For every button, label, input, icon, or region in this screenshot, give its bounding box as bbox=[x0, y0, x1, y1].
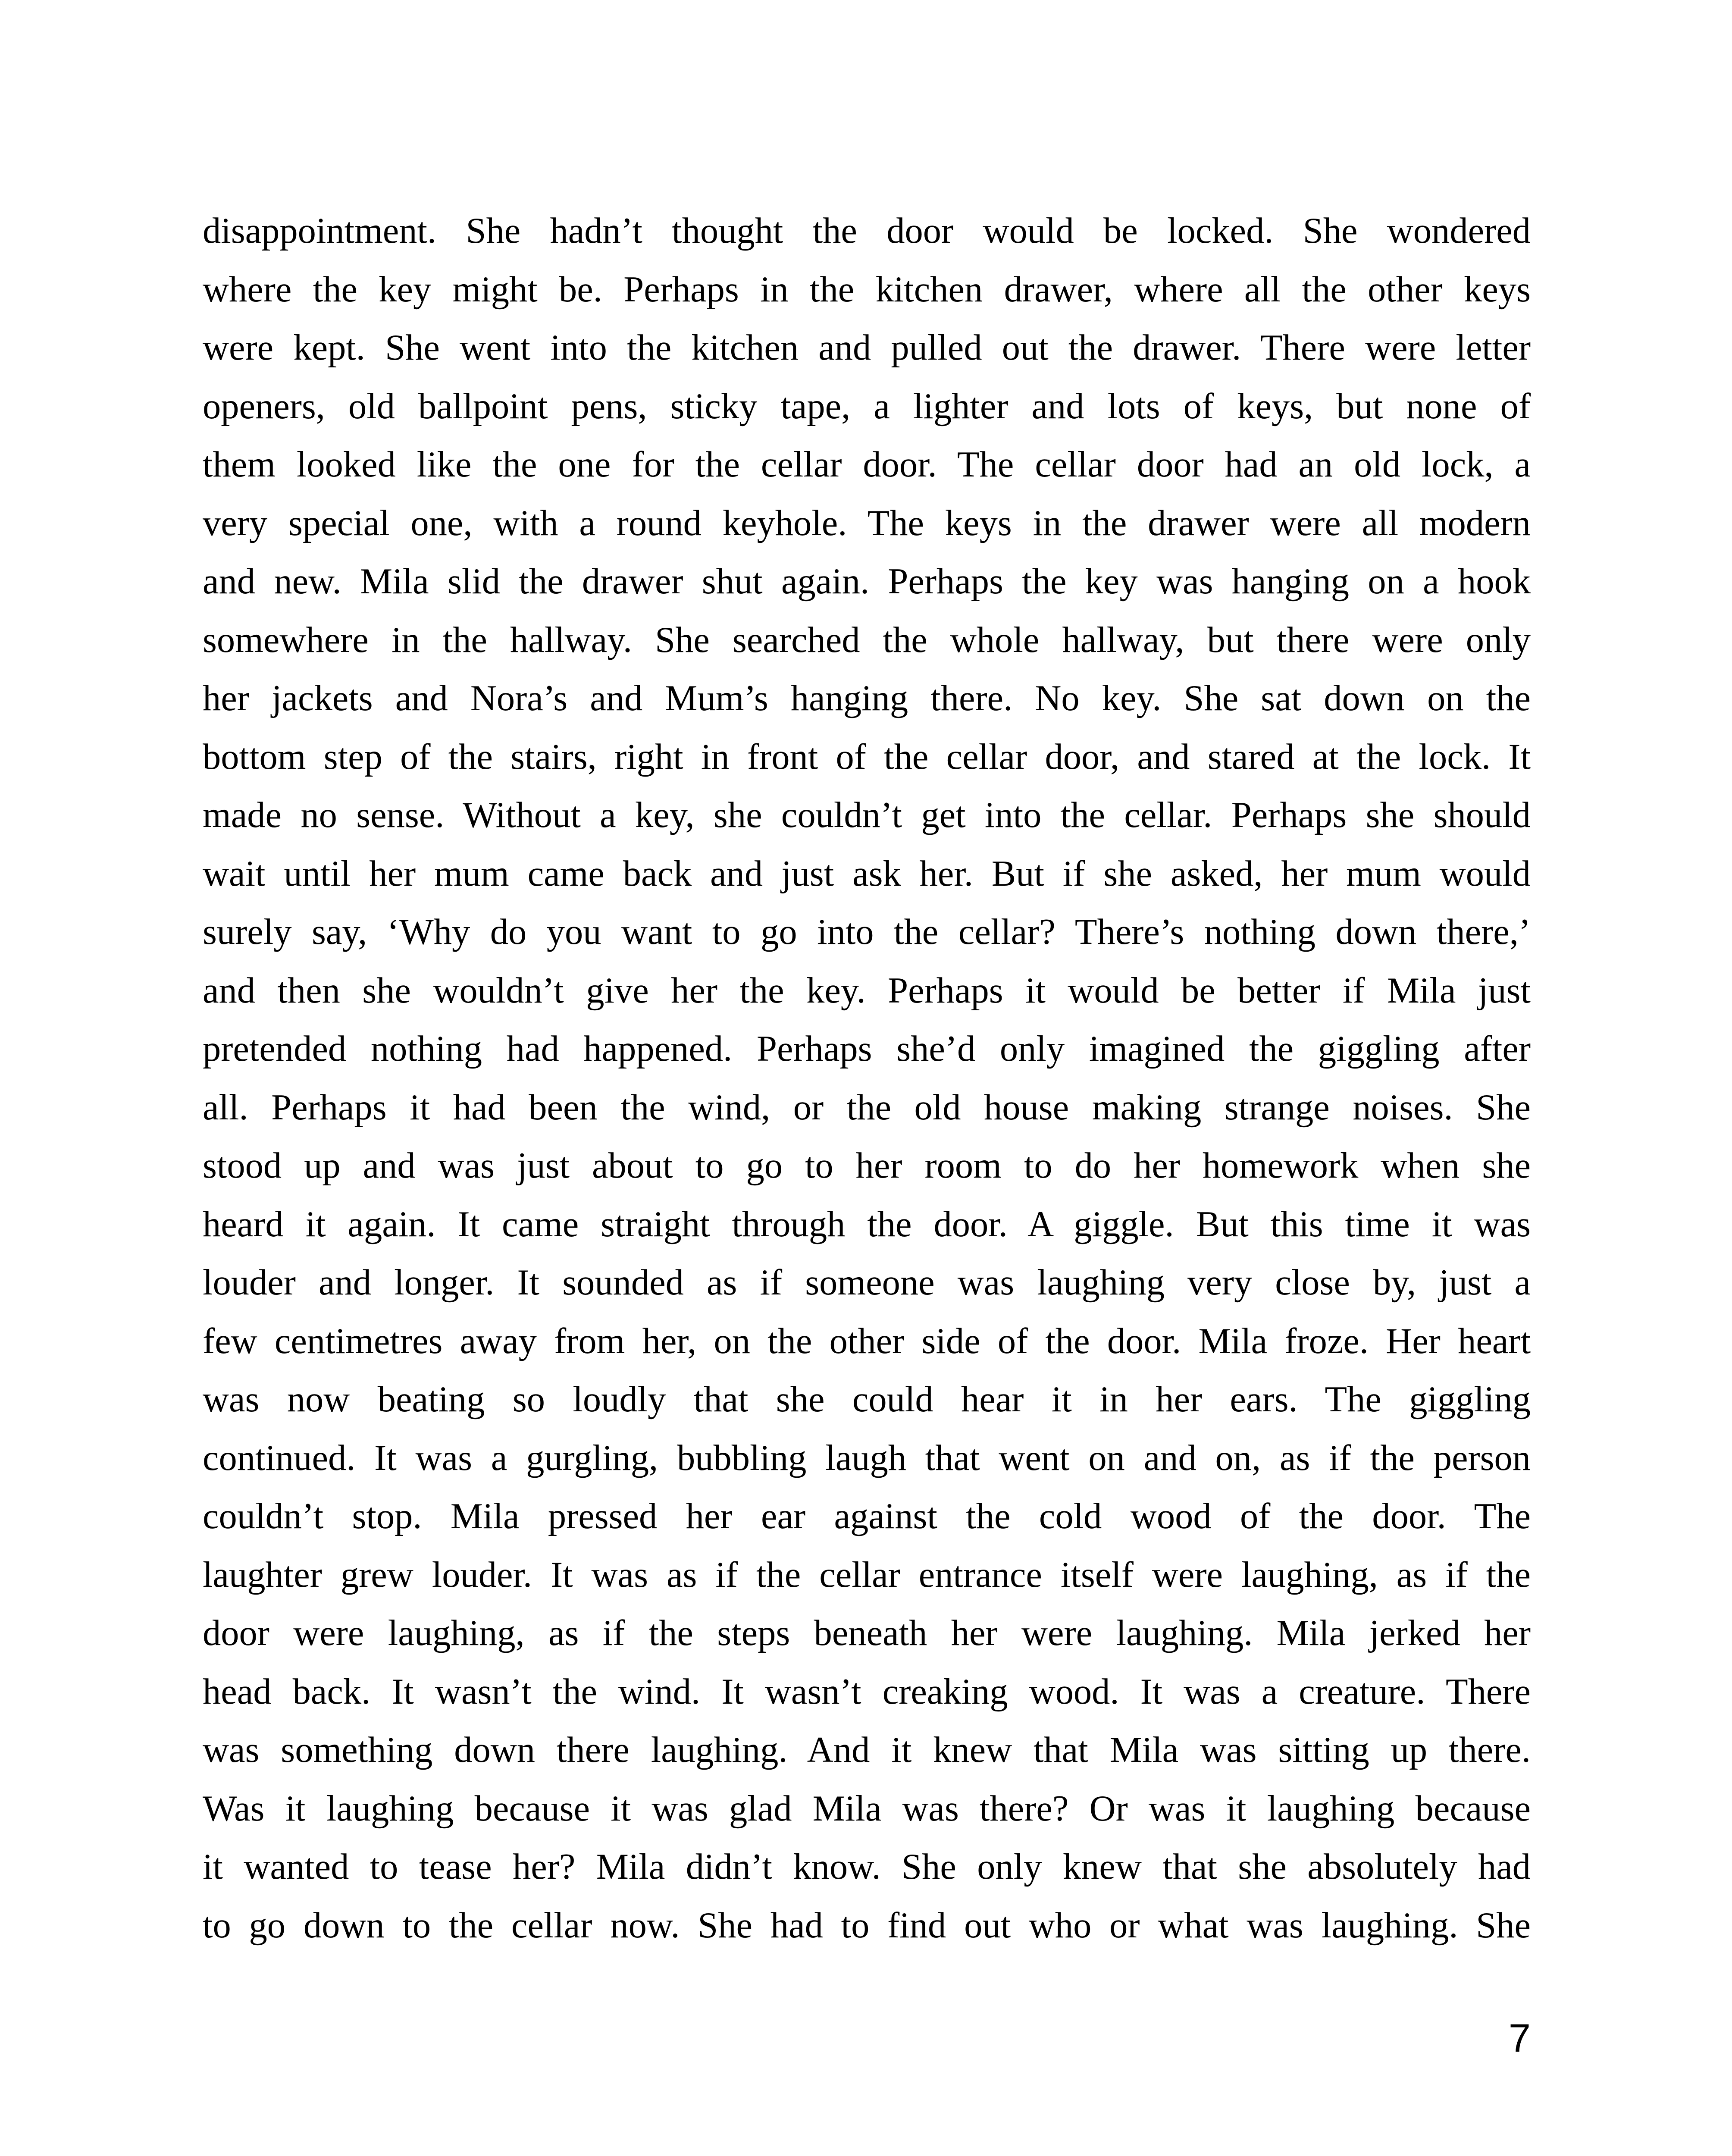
text-line: was now beating so loudly that she could hear it in her ears. The giggling bbox=[203, 1379, 1531, 1420]
page-number: 7 bbox=[1508, 2016, 1531, 2060]
text-line: openers, old ballpoint pens, sticky tape, a lighter and lots of keys, but none of bbox=[203, 386, 1531, 426]
text-line: and new. Mila slid the drawer shut again. Perhaps the key was hanging on a hook bbox=[203, 561, 1531, 602]
text-line: and then she wouldn’t give her the key. Perhaps it would be better if Mila just bbox=[203, 970, 1531, 1011]
text-line: stood up and was just about to go to her room to do her homework when she bbox=[203, 1146, 1531, 1186]
text-line: heard it again. It came straight through the door. A giggle. But this time it was bbox=[203, 1204, 1531, 1244]
text-line: louder and longer. It sounded as if someone was laughing very close by, just a bbox=[203, 1263, 1531, 1303]
text-line: bottom step of the stairs, right in front of the cellar door, and stared at the lock. It bbox=[203, 736, 1531, 777]
text-line: surely say, ‘Why do you want to go into the cellar? There’s nothing down there,’ bbox=[203, 912, 1531, 952]
text-line: disappointment. She hadn’t thought the door would be locked. She wondered bbox=[203, 211, 1531, 251]
text-line: pretended nothing had happened. Perhaps she’d only imagined the giggling after bbox=[203, 1029, 1531, 1069]
text-line: where the key might be. Perhaps in the kitchen drawer, where all the other keys bbox=[203, 269, 1531, 310]
text-line: door were laughing, as if the steps beneath her were laughing. Mila jerked her bbox=[203, 1613, 1531, 1653]
text-line: was something down there laughing. And it knew that Mila was sitting up there. bbox=[203, 1730, 1531, 1770]
text-line: somewhere in the hallway. She searched the whole hallway, but there were only bbox=[203, 620, 1531, 660]
text-line: couldn’t stop. Mila pressed her ear against the cold wood of the door. The bbox=[203, 1496, 1531, 1536]
text-line: few centimetres away from her, on the other side of the door. Mila froze. Her heart bbox=[203, 1321, 1531, 1361]
text-line: them looked like the one for the cellar door. The cellar door had an old lock, a bbox=[203, 445, 1531, 485]
text-line: head back. It wasn’t the wind. It wasn’t creaking wood. It was a creature. There bbox=[203, 1671, 1531, 1712]
text-line: Was it laughing because it was glad Mila was there? Or was it laughing because bbox=[203, 1788, 1531, 1829]
text-line: laughter grew louder. It was as if the cellar entrance itself were laughing, as if the bbox=[203, 1554, 1531, 1595]
body-paragraph bbox=[203, 202, 1531, 1955]
text-line: wait until her mum came back and just ask her. But if she asked, her mum would bbox=[203, 853, 1531, 894]
text-line: made no sense. Without a key, she couldn’t get into the cellar. Perhaps she should bbox=[203, 795, 1531, 835]
text-line: very special one, with a round keyhole. The keys in the drawer were all modern bbox=[203, 503, 1531, 543]
text-line: her jackets and Nora’s and Mum’s hanging there. No key. She sat down on the bbox=[203, 678, 1531, 718]
text-line: continued. It was a gurgling, bubbling laugh that went on and on, as if the person bbox=[203, 1438, 1531, 1478]
text-line: all. Perhaps it had been the wind, or the old house making strange noises. She bbox=[203, 1087, 1531, 1128]
text-line: were kept. She went into the kitchen and pulled out the drawer. There were letter bbox=[203, 328, 1531, 368]
text-line: it wanted to tease her? Mila didn’t know. She only knew that she absolutely had bbox=[203, 1847, 1531, 1887]
text-line: to go down to the cellar now. She had to find out who or what was laughing. She bbox=[203, 1905, 1531, 1946]
